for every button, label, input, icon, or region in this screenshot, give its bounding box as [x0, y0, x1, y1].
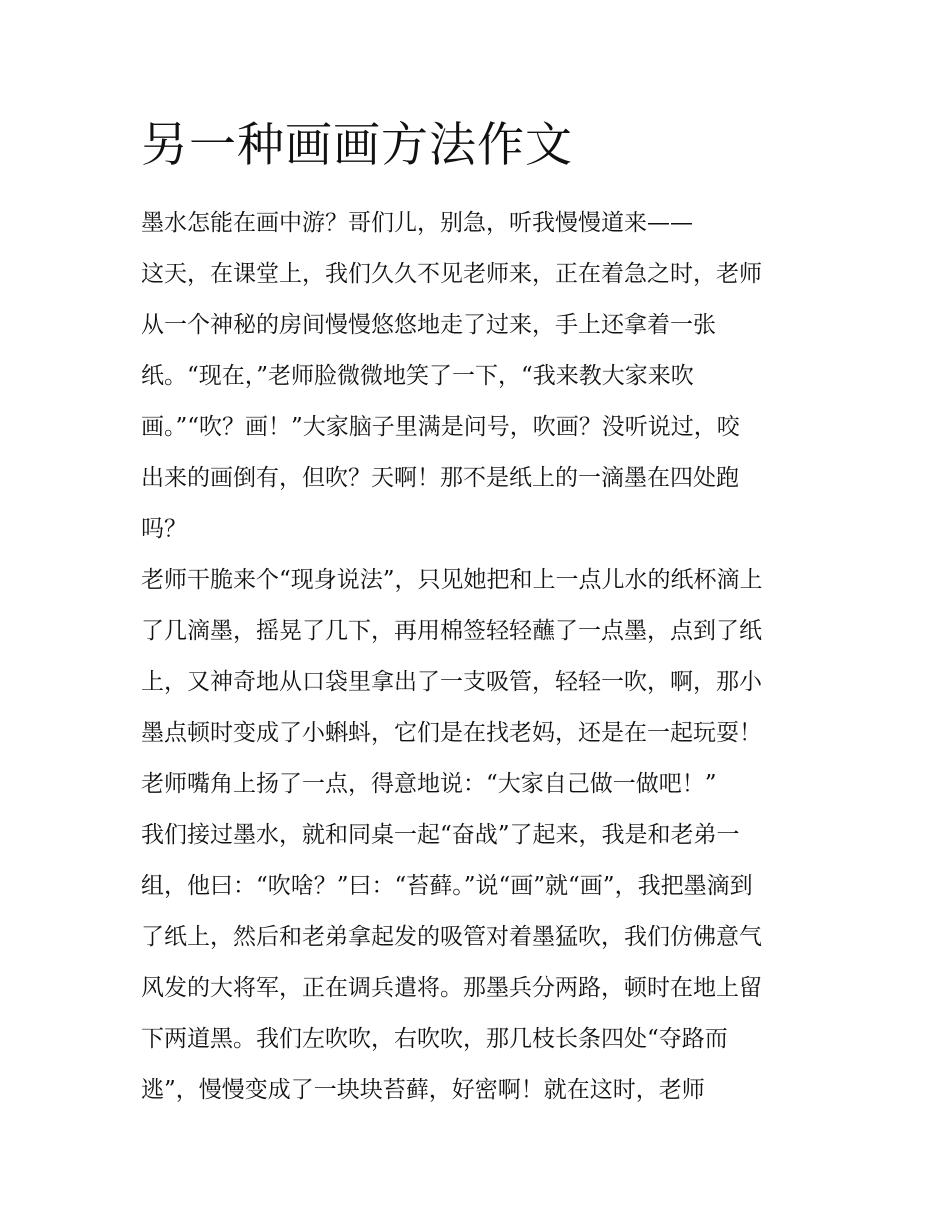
text-line: 画。”“吹？画！”大家脑子里满是问号，吹画？没听说过，咬 [141, 414, 740, 440]
text-line: 老师嘴角上扬了一点，得意地说：“大家自己做一做吧！” [141, 771, 717, 797]
text-line: 吗？ [141, 516, 187, 542]
document-body [141, 198, 821, 1116]
text-line: 墨水怎能在画中游？哥们儿，别急，听我慢慢道来—— [141, 210, 693, 236]
text-line: 了几滴墨，摇晃了几下，再用棉签轻轻蘸了一点墨，点到了纸 [141, 618, 762, 644]
text-line: 纸。“现在，”老师脸微微地笑了一下，“我来教大家来吹 [141, 363, 694, 389]
text-line: 风发的大将军，正在调兵遣将。那墨兵分两路，顿时在地上留 [141, 975, 762, 1001]
text-line: 上，又神奇地从口袋里拿出了一支吸管，轻轻一吹，啊，那小 [141, 669, 762, 695]
text-line: 组，他曰：“吹啥？”曰：“苔藓。”说“画”就“画”，我把墨滴到 [141, 873, 753, 899]
text-line: 出来的画倒有，但吹？天啊！那不是纸上的一滴墨在四处跑 [141, 465, 739, 491]
text-line: 逃”，慢慢变成了一块块苔藓，好密啊！就在这时，老师 [141, 1077, 705, 1103]
text-line: 我们接过墨水，就和同桌一起“奋战”了起来，我是和老弟一 [141, 822, 740, 848]
text-line: 了纸上，然后和老弟拿起发的吸管对着墨猛吹，我们仿佛意气 [141, 924, 762, 950]
document-title: 另一种画画方法作文 [141, 118, 573, 173]
text-line: 下两道黑。我们左吹吹，右吹吹，那几枝长条四处“夺路而 [141, 1026, 728, 1052]
text-line: 老师干脆来个“现身说法”，只见她把和上一点儿水的纸杯滴上 [141, 567, 763, 593]
text-line: 从一个神秘的房间慢慢悠悠地走了过来，手上还拿着一张 [141, 312, 716, 338]
text-line: 墨点顿时变成了小蝌蚪，它们是在找老妈，还是在一起玩耍！ [141, 720, 762, 746]
text-line: 这天，在课堂上，我们久久不见老师来，正在着急之时，老师 [141, 261, 762, 287]
